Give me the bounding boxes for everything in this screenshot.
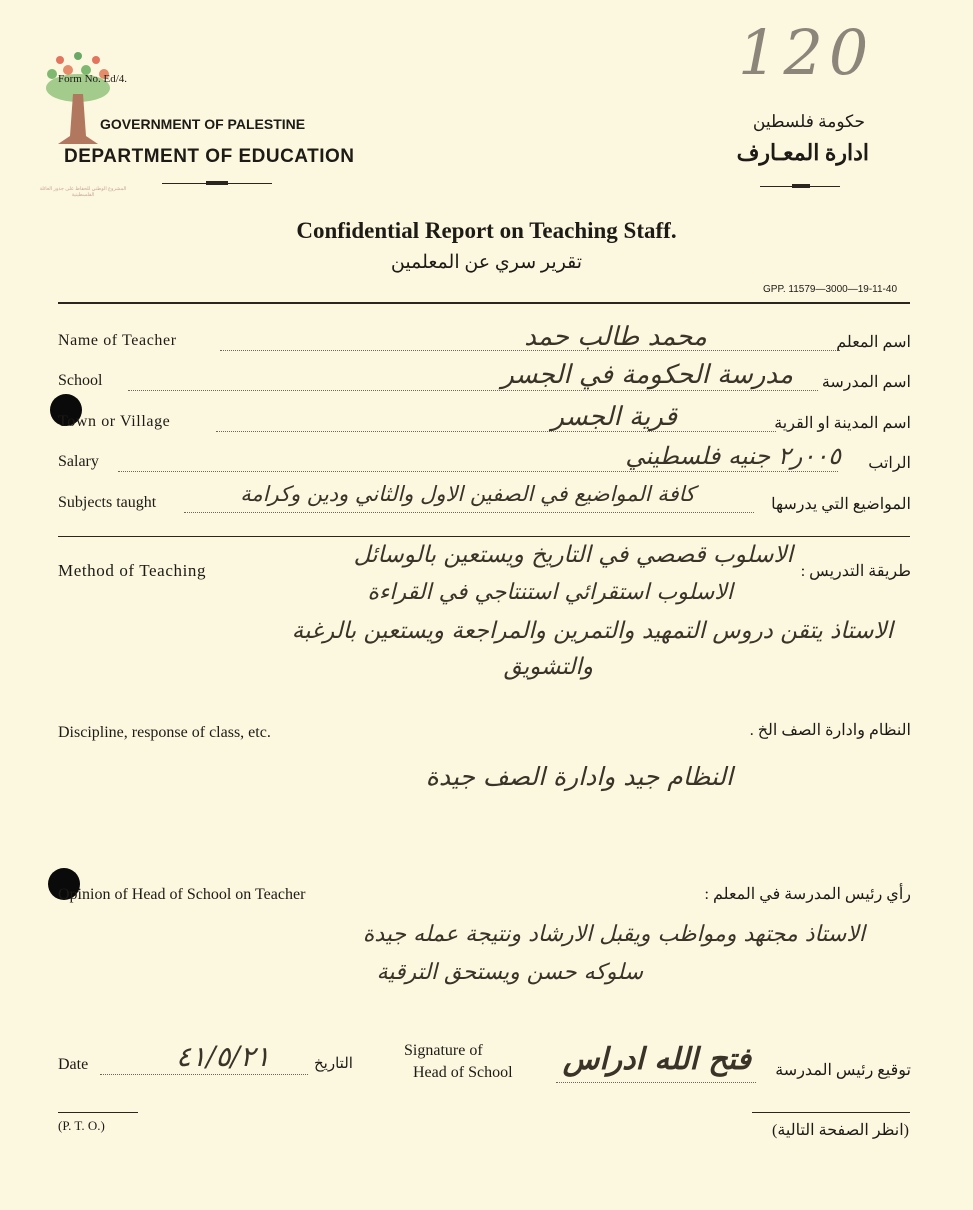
form-number: Form No. Ed/4. <box>58 73 128 85</box>
town-value: قرية الجسر <box>551 402 677 432</box>
subjects-label-arabic: المواضيع التي يدرسها <box>771 496 911 513</box>
logo-caption: المشروع الوطني للحفاظ على جذور العائلة الفلسطينية <box>39 187 127 198</box>
date-label-arabic: التاريخ <box>314 1056 353 1072</box>
discipline-line-1: النظام جيد وادارة الصف جيدة <box>425 762 733 791</box>
town-label: Town or Village <box>58 413 171 430</box>
salary-label: Salary <box>58 453 99 470</box>
salary-dotted-line <box>118 471 838 472</box>
print-code: GPP. 11579—3000—19-11-40 <box>763 284 897 295</box>
department-heading-arabic: ادارة المعـارف <box>736 140 869 165</box>
government-heading: GOVERNMENT OF PALESTINE <box>100 116 306 132</box>
footer-rule-left <box>58 1112 138 1113</box>
title-rule <box>58 302 910 304</box>
page-number: 120 <box>738 16 875 89</box>
pto-label-arabic: (انظر الصفحة التالية) <box>771 1122 909 1139</box>
date-value: ٤١/٥/٢١ <box>176 1040 271 1073</box>
opinion-label: Opinion of Head of School on Teacher <box>58 886 306 903</box>
method-line-4: والتشويق <box>503 654 593 680</box>
header-divider-right-bar <box>792 184 810 188</box>
report-title-arabic: تقرير سري عن المعلمين <box>390 252 583 273</box>
school-label-arabic: اسم المدرسة <box>821 374 911 391</box>
report-title: Confidential Report on Teaching Staff. <box>296 218 677 243</box>
salary-label-arabic: الراتب <box>868 455 911 472</box>
town-dotted-line <box>216 431 776 432</box>
method-line-3: الاستاذ يتقن دروس التمهيد والتمرين والمراجعة ويستعين بالرغبة <box>291 618 893 644</box>
discipline-label-arabic: النظام وادارة الصف الخ . <box>749 722 911 739</box>
fields-rule <box>58 536 910 537</box>
method-label: Method of Teaching <box>58 561 207 580</box>
opinion-label-arabic: رأي رئيس المدرسة في المعلم : <box>704 886 911 903</box>
method-line-2: الاسلوب استقرائي استنتاجي في القراءة <box>367 580 733 605</box>
method-line-1: الاسلوب قصصي في التاريخ ويستعين بالوسائل <box>353 542 793 568</box>
signature-label-1: Signature of <box>404 1042 483 1059</box>
subjects-label: Subjects taught <box>58 494 157 511</box>
signature-value: فتح الله ادراس <box>562 1042 751 1077</box>
town-label-arabic: اسم المدينة او القرية <box>774 415 911 432</box>
footer-rule-right <box>752 1112 910 1113</box>
signature-label-2: Head of School <box>413 1064 513 1081</box>
signature-label-arabic: توقيع رئيس المدرسة <box>775 1062 911 1079</box>
opinion-line-1: الاستاذ مجتهد ومواظب ويقبل الارشاد ونتيجة عمله جيدة <box>362 922 865 947</box>
salary-value: ٠٠٥ر٢ جنيه فلسطيني <box>625 442 841 470</box>
opinion-line-2: سلوكه حسن ويستحق الترقية <box>376 960 643 985</box>
date-label: Date <box>58 1056 89 1073</box>
tree-logo-icon <box>40 50 116 150</box>
subjects-dotted-line <box>184 512 754 513</box>
discipline-label: Discipline, response of class, etc. <box>58 724 271 741</box>
pto-label: (P. T. O.) <box>58 1118 105 1133</box>
school-label: School <box>58 372 103 389</box>
teacher-name-value: محمد طالب حمد <box>524 322 707 352</box>
teacher-name-label-arabic: اسم المعلم <box>836 334 911 351</box>
signature-dotted-line <box>556 1082 756 1083</box>
school-dotted-line <box>128 390 818 391</box>
teacher-name-label: Name of Teacher <box>58 332 177 349</box>
department-heading: DEPARTMENT OF EDUCATION <box>64 146 355 167</box>
subjects-value: كافة المواضيع في الصفين الاول والثاني ودين وكرامة <box>240 482 695 506</box>
method-label-arabic: طريقة التدريس : <box>800 563 911 580</box>
date-dotted-line <box>100 1074 308 1075</box>
header-divider-left-bar <box>206 181 228 185</box>
government-heading-arabic: حكومة فلسطين <box>752 112 865 131</box>
school-value: مدرسة الحكومة في الجسر <box>501 360 793 390</box>
